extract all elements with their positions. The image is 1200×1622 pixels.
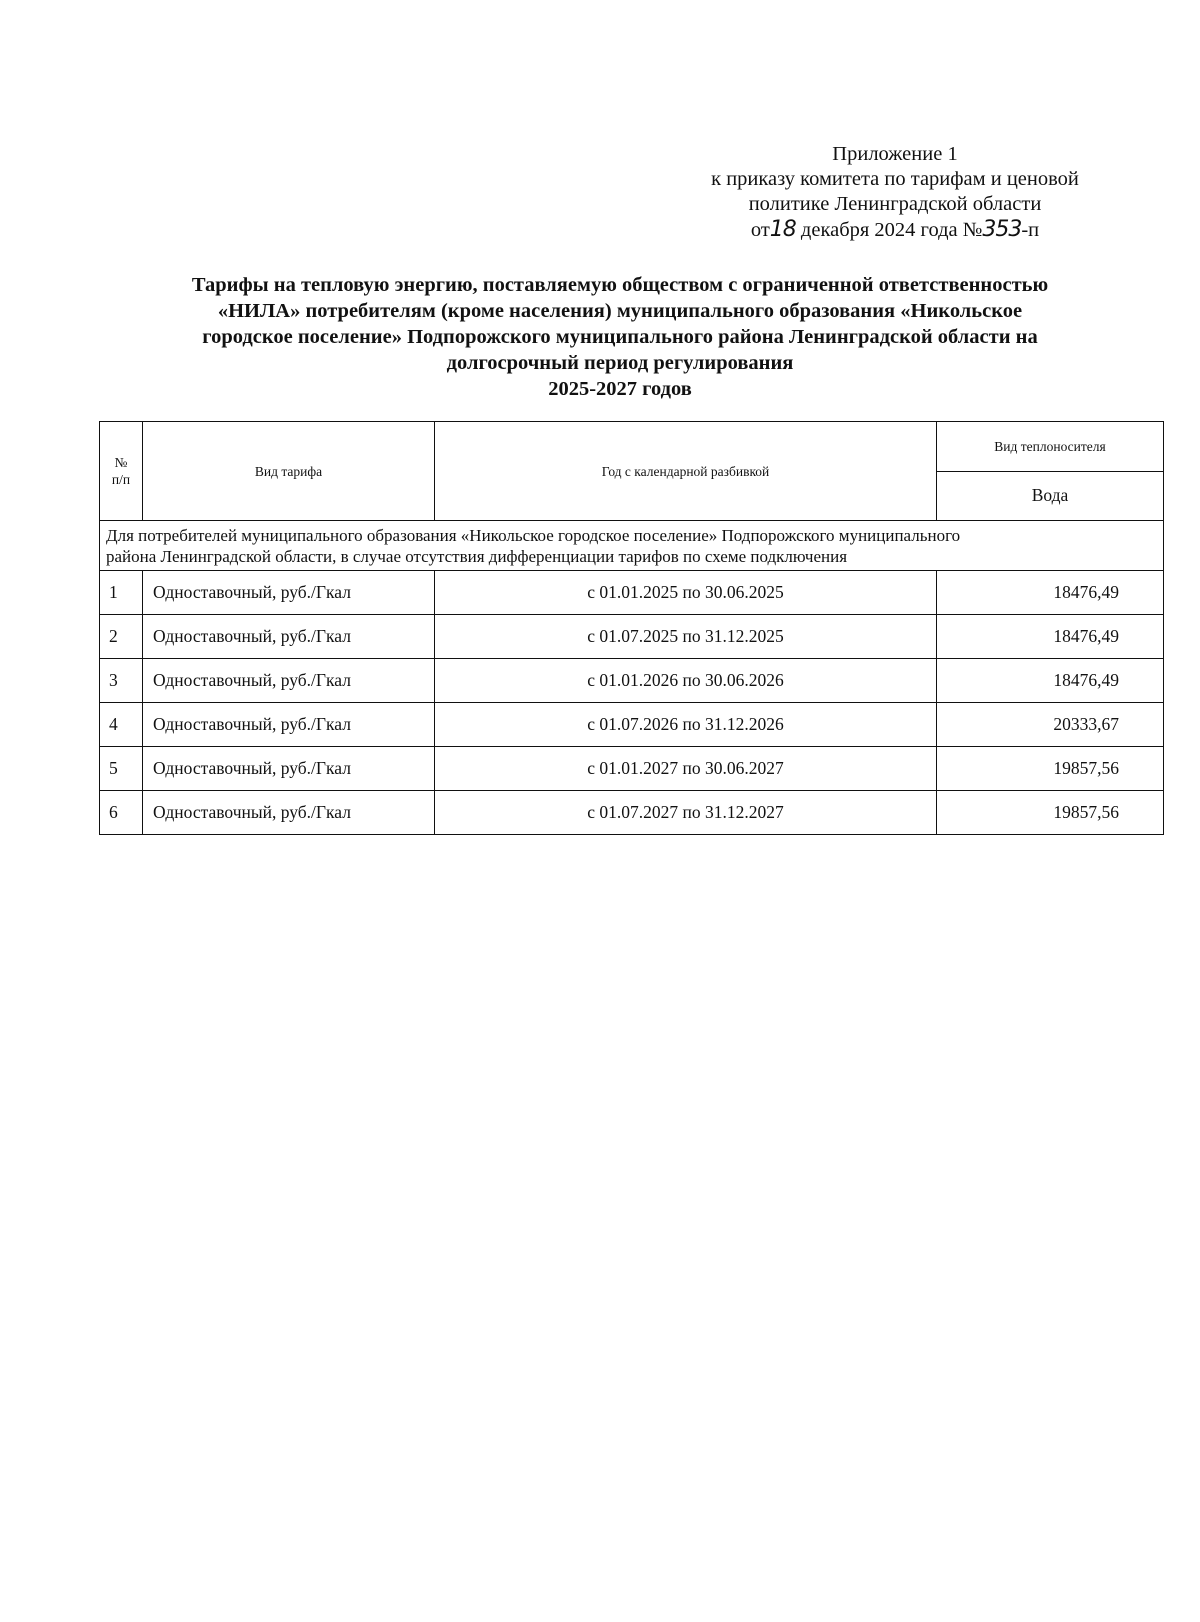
handwritten-day: 18 (769, 217, 796, 242)
row-number: 5 (100, 747, 143, 791)
table-row (100, 703, 1164, 747)
row-number: 6 (100, 791, 143, 835)
row-number: 4 (100, 703, 143, 747)
tariff-table (99, 421, 1164, 835)
annex-line-3: политике Ленинградской области (748, 193, 1042, 215)
header-number-abbr: п/п (111, 472, 131, 487)
row-period: с 01.07.2025 по 31.12.2025 (435, 615, 937, 659)
section-caption (100, 521, 1164, 571)
header-water: Вода (937, 471, 1164, 521)
document-title (100, 272, 1140, 402)
row-number: 2 (100, 615, 143, 659)
table-row (100, 791, 1164, 835)
row-period: с 01.07.2027 по 31.12.2027 (435, 791, 937, 835)
section-line-2: района Ленинградской области, в случае отсутствия дифференциации тарифов по схеме подключения (106, 547, 848, 566)
title-line-2: «НИЛА» потребителям (кроме населения) муниципального образования «Никольское (217, 300, 1023, 322)
annex-date-line (660, 217, 1130, 243)
date-mid: декабря 2024 года № (800, 219, 983, 241)
section-line-1: Для потребителей муниципального образования «Никольское городское поселение» Подпорожского муниципального (106, 526, 961, 545)
table-row (100, 659, 1164, 703)
title-line-4: долгосрочный период регулирования (446, 352, 794, 374)
date-prefix: от (750, 219, 770, 241)
row-period: с 01.07.2026 по 31.12.2026 (435, 703, 937, 747)
header-number (100, 422, 143, 521)
row-number: 3 (100, 659, 143, 703)
row-value: 18476,49 (937, 615, 1164, 659)
header-carrier: Вид теплоносителя (937, 422, 1164, 472)
title-line-3: городское поселение» Подпорожского муниципального района Ленинградской области на (202, 326, 1038, 348)
row-period: с 01.01.2025 по 30.06.2025 (435, 571, 937, 615)
table-row (100, 571, 1164, 615)
row-value: 18476,49 (937, 571, 1164, 615)
annex-header (660, 142, 1130, 243)
row-number: 1 (100, 571, 143, 615)
row-value: 19857,56 (937, 791, 1164, 835)
annex-line-1: Приложение 1 (832, 143, 958, 165)
table-row (100, 615, 1164, 659)
row-period: с 01.01.2027 по 30.06.2027 (435, 747, 937, 791)
title-line-5: 2025-2027 годов (548, 378, 692, 400)
header-number-sign: № (114, 455, 128, 470)
order-suffix: -п (1021, 219, 1040, 241)
row-value: 20333,67 (937, 703, 1164, 747)
row-tariff-kind: Одноставочный, руб./Гкал (143, 659, 435, 703)
handwritten-order-number: 353 (982, 217, 1022, 242)
table-header-row (100, 422, 1164, 472)
section-row (100, 521, 1164, 571)
row-period: с 01.01.2026 по 30.06.2026 (435, 659, 937, 703)
row-value: 19857,56 (937, 747, 1164, 791)
row-value: 18476,49 (937, 659, 1164, 703)
row-tariff-kind: Одноставочный, руб./Гкал (143, 747, 435, 791)
title-line-1: Тарифы на тепловую энергию, поставляемую обществом с ограниченной ответственностью (191, 274, 1049, 296)
row-tariff-kind: Одноставочный, руб./Гкал (143, 615, 435, 659)
header-tariff-type: Вид тарифа (143, 422, 435, 521)
row-tariff-kind: Одноставочный, руб./Гкал (143, 791, 435, 835)
header-year: Год с календарной разбивкой (435, 422, 937, 521)
table-row (100, 747, 1164, 791)
row-tariff-kind: Одноставочный, руб./Гкал (143, 571, 435, 615)
row-tariff-kind: Одноставочный, руб./Гкал (143, 703, 435, 747)
annex-line-2: к приказу комитета по тарифам и ценовой (711, 168, 1079, 190)
